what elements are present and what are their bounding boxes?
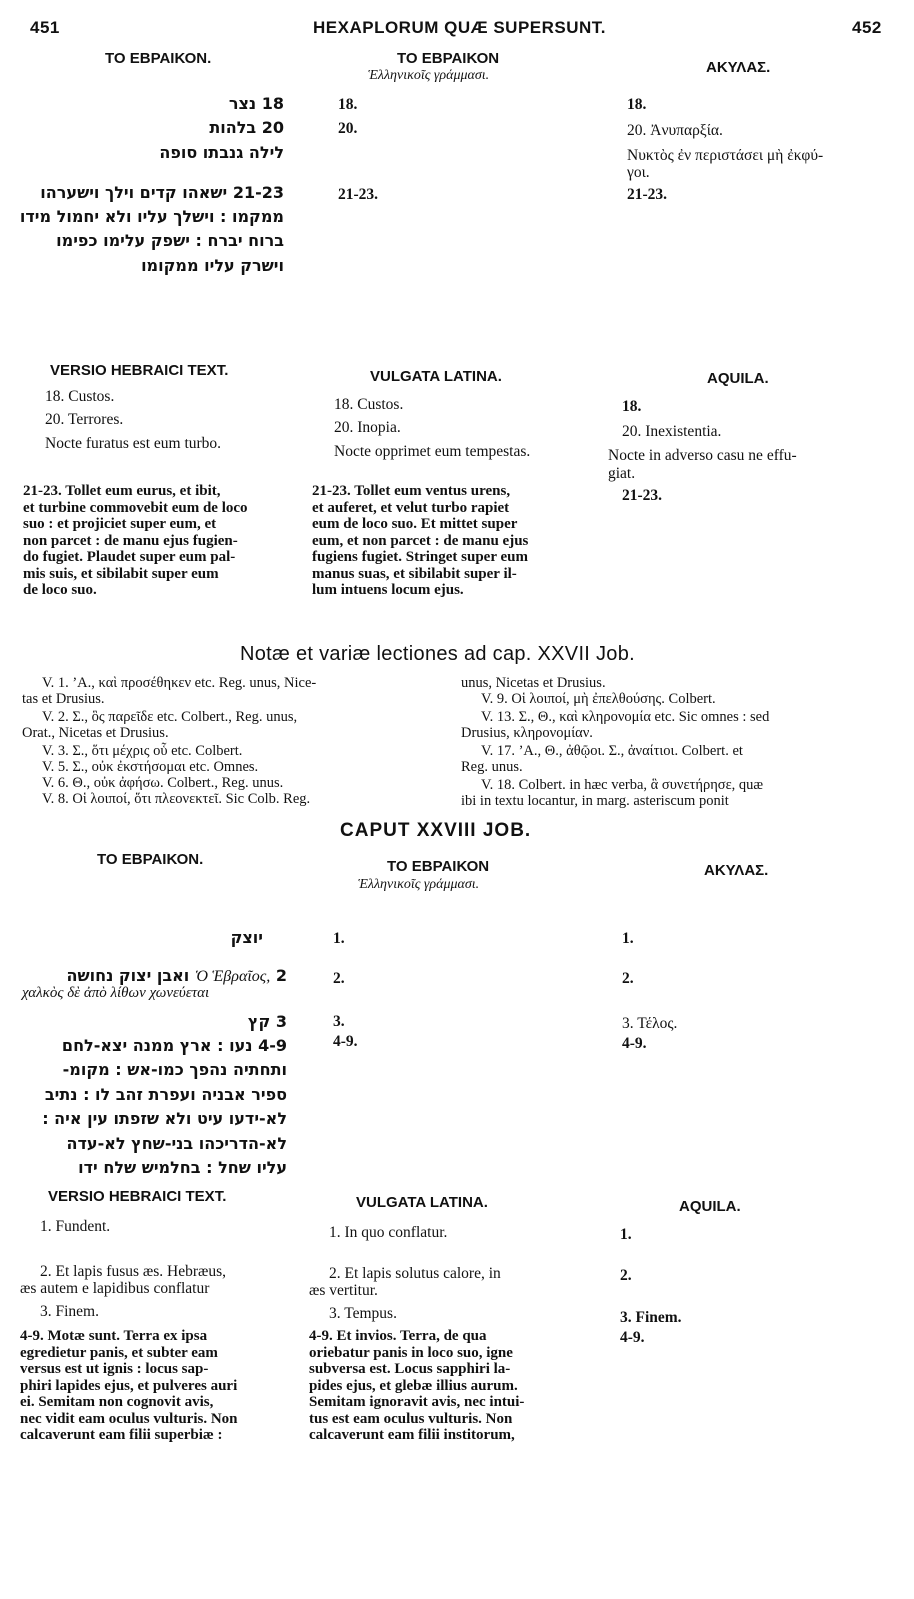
hebrew-line: לא-ידעו עיט ולא שזפתו עין איה :	[42, 1109, 287, 1128]
hebrew-line: 18 נצר	[228, 94, 284, 113]
col-head-aquila: ΑΚΥΛΑΣ.	[706, 59, 771, 76]
versio-line: 2. Et lapis fusus æs. Hebræus,	[40, 1263, 226, 1280]
note-line: V. 5. Σ., οὐκ ἐκστήσομαι etc. Omnes.	[42, 759, 259, 775]
col-head-aquila: ΑΚΥΛΑΣ.	[704, 862, 769, 879]
vulgata-line: 3. Tempus.	[329, 1305, 397, 1322]
verse-number: 2.	[333, 970, 345, 987]
aquila-line: 3. Τέλος.	[622, 1015, 678, 1032]
note-line: V. 3. Σ., ὅτι μέχρις οὗ etc. Colbert.	[42, 743, 243, 759]
notes-left-column	[22, 675, 454, 807]
col-head-vulgata: VULGATA LATINA.	[370, 368, 502, 385]
running-title: HEXAPLORUM QUÆ SUPERSUNT.	[313, 18, 607, 37]
aquila-latin-line: 4-9.	[620, 1329, 645, 1346]
aquila-line: 4-9.	[622, 1035, 647, 1052]
aquila-latin-line: Nocte in adverso casu ne effu-	[608, 447, 797, 464]
versio-line: Nocte furatus est eum turbo.	[45, 435, 222, 452]
aquila-latin-line: 1.	[620, 1226, 632, 1243]
aquila-line: 21-23.	[627, 186, 668, 203]
versio-line: 18. Custos.	[45, 388, 115, 405]
vulgata-line: 18. Custos.	[334, 396, 404, 413]
note-line: unus, Nicetas et Drusius.	[461, 675, 606, 691]
vulgata-paragraph: 4-9. Et invios. Terra, de qua oriebatur panis in loco suo, igne subversa est. Locus sapphiri la- pides ejus, et glebæ illius aurum. Semitam ignoravit avis, nec intui- tus est eam oculus vulturis. Non calcaverunt eam filii institorum,	[309, 1328, 525, 1443]
col-head-hebrew-greek: ΤΟ ΕΒΡΑΙΚΟΝ	[397, 50, 500, 67]
hebrew-line: ממקמו : וישלך עליו ולא יחמול מידו	[19, 207, 284, 226]
note-line: Orat., Nicetas et Drusius.	[22, 725, 169, 741]
aquila-latin-line: 2.	[620, 1267, 632, 1284]
aquila-line: γοι.	[627, 164, 650, 181]
vulgata-line: Nocte opprimet eum tempestas.	[334, 443, 531, 460]
vulgata-line: æs vertitur.	[309, 1282, 378, 1299]
hebrew-line: עליו שחל : בחלמיש שלח ידו	[78, 1158, 287, 1177]
aquila-latin-line: 18.	[622, 398, 642, 415]
verse-number: 18.	[338, 96, 358, 113]
vulgata-line: 20. Inopia.	[334, 419, 401, 436]
col-head-hebrew-greek: ΤΟ ΕΒΡΑΙΚΟΝ	[387, 858, 490, 875]
versio-line: 3. Finem.	[40, 1303, 99, 1320]
col-head-hebrew: ΤΟ ΕΒΡΑΙΚΟΝ.	[97, 851, 204, 868]
col-head-versio: VERSIO HEBRAICI TEXT.	[50, 362, 229, 379]
hebrew-line: לא-הדריכהו בני-שחץ לא-עדה	[66, 1134, 287, 1153]
notes-title: Notæ et variæ lectiones ad cap. XXVII Job.	[240, 643, 636, 665]
vulgata-line: 1. In quo conflatur.	[329, 1224, 448, 1241]
note-line: Drusius, κληρονομίαν.	[461, 725, 593, 741]
hebrew-line: ותחתיה נהפך כמו-אש : מקומ-	[62, 1060, 287, 1079]
col-sub-greek-letters: Ἑλληνικοῖς γράμμασι.	[368, 68, 490, 83]
aquila-latin-line: 21-23.	[622, 487, 663, 504]
col-head-hebrew: ΤΟ ΕΒΡΑΙΚΟΝ.	[105, 50, 212, 67]
note-line: V. 1. ’Α., καὶ προσέθηκεν etc. Reg. unus, Nice-	[42, 675, 317, 691]
greek-gloss: Ὁ Ἑβραῖος,	[194, 968, 271, 985]
aquila-latin-line: 3. Finem.	[620, 1309, 682, 1326]
vulgata-paragraph: 21-23. Tollet eum ventus urens, et auferet, et velut turbo rapiet eum de loco suo. Et mittet super eum, et non parcet : de manu ejus fugiens fugiet. Stringet super eum manus suas, et sibilabit super il- lum intuens locum ejus.	[312, 483, 529, 598]
verse-number: 21-23.	[338, 186, 379, 203]
note-line: V. 6. Θ., οὐκ ἀφήσω. Colbert., Reg. unus.	[42, 775, 284, 791]
hebrew-line: וישרק עליו ממקומו	[141, 256, 284, 275]
verse-number: 4-9.	[333, 1033, 358, 1050]
note-line: ibi in textu locantur, in marg. asteriscum ponit	[461, 793, 729, 809]
col-sub-greek-letters: Ἑλληνικοῖς γράμμασι.	[358, 877, 480, 892]
versio-line: 1. Fundent.	[40, 1218, 111, 1235]
col-head-versio: VERSIO HEBRAICI TEXT.	[48, 1188, 227, 1205]
hebrew-line: לילה גנבתו סופה	[159, 143, 284, 162]
col-head-vulgata: VULGATA LATINA.	[356, 1194, 488, 1211]
note-line: V. 2. Σ., ὃς παρεῖδε etc. Colbert., Reg. unus,	[42, 709, 298, 725]
aquila-line: 18.	[627, 96, 647, 113]
aquila-latin-line: 20. Inexistentia.	[622, 423, 722, 440]
hebrew-line: ספיר אבניה ועפרת זהב לו : נתיב	[44, 1085, 287, 1104]
note-line: V. 18. Colbert. in hæc verba, ἃ συνετήρησε, quæ	[481, 777, 764, 793]
note-line: V. 8. Οἱ λοιποί, ὅτι πλεονεκτεῖ. Sic Colb. Reg.	[42, 791, 311, 807]
note-line: Reg. unus.	[461, 759, 523, 775]
versio-line: 20. Terrores.	[45, 411, 124, 428]
hebrew-line: 3 קץ	[247, 1012, 287, 1031]
hebrew-line: Ὁ Ἑβραῖος, 2 ואבן יצוק נחושה	[66, 966, 287, 985]
verse-number: 3.	[333, 1013, 345, 1030]
col-head-aquila-latin: AQUILA.	[679, 1198, 741, 1215]
page-number-right: 452	[852, 18, 882, 37]
vulgata-line: 2. Et lapis solutus calore, in	[329, 1265, 501, 1282]
hebrew-line: ברוח יברח : ישפק עלימו כפימו	[56, 231, 284, 250]
aquila-line: 2.	[622, 970, 634, 987]
versio-paragraph: 4-9. Motæ sunt. Terra ex ipsa egredietur panis, et subter eam versus est ut ignis : locus sap- phiri lapides ejus, et pulveres auri ei. Semitam non cognovit avis, nec vidit eam oculus vulturis. Non calcaverunt eam filii superbiæ :	[20, 1328, 238, 1443]
verse-number: 20.	[338, 120, 358, 137]
aquila-line: 1.	[622, 930, 634, 947]
versio-line: æs autem e lapidibus conflatur	[20, 1280, 210, 1297]
col-head-aquila-latin: AQUILA.	[707, 370, 769, 387]
aquila-line: 20. Ἀνυπαρξία.	[627, 122, 723, 139]
versio-paragraph: 21-23. Tollet eum eurus, et ibit, et turbine commovebit eum de loco suo : et projiciet super eum, et non parcet : de manu ejus fugien- do fugiet. Plaudet super eum pal- mis suis, et sibilabit super eum de loco suo.	[23, 483, 248, 598]
page-number-left: 451	[30, 18, 60, 37]
hebrew-line: יוצק	[230, 928, 263, 947]
hebrew-line: 4-9 נעו : ארץ ממנה יצא-לחם	[61, 1036, 287, 1055]
verse-number: 1.	[333, 930, 345, 947]
note-line: tas et Drusius.	[22, 691, 105, 707]
notes-right-column	[461, 675, 901, 809]
aquila-latin-line: giat.	[608, 465, 636, 482]
note-line: V. 13. Σ., Θ., καὶ κληρονομία etc. Sic omnes : sed	[481, 709, 770, 725]
chapter-title: CAPUT XXVIII JOB.	[340, 820, 532, 841]
hebrew-line: 20 בלהות	[209, 118, 284, 137]
note-line: V. 9. Οἱ λοιποί, μὴ ἐπελθούσης. Colbert.	[481, 691, 716, 707]
hebrew-line: 21-23 ישאהו קדים וילך וישערהו	[40, 183, 284, 202]
aquila-line: Νυκτὸς ἐν περιστάσει μὴ ἐκφύ-	[627, 147, 824, 164]
note-line: V. 17. ’Α., Θ., ἀθῷοι. Σ., ἀναίτιοι. Colbert. et	[481, 743, 743, 759]
greek-gloss-line: χαλκὸς δὲ ἀπὸ λίθων χωνεύεται	[22, 985, 210, 1001]
